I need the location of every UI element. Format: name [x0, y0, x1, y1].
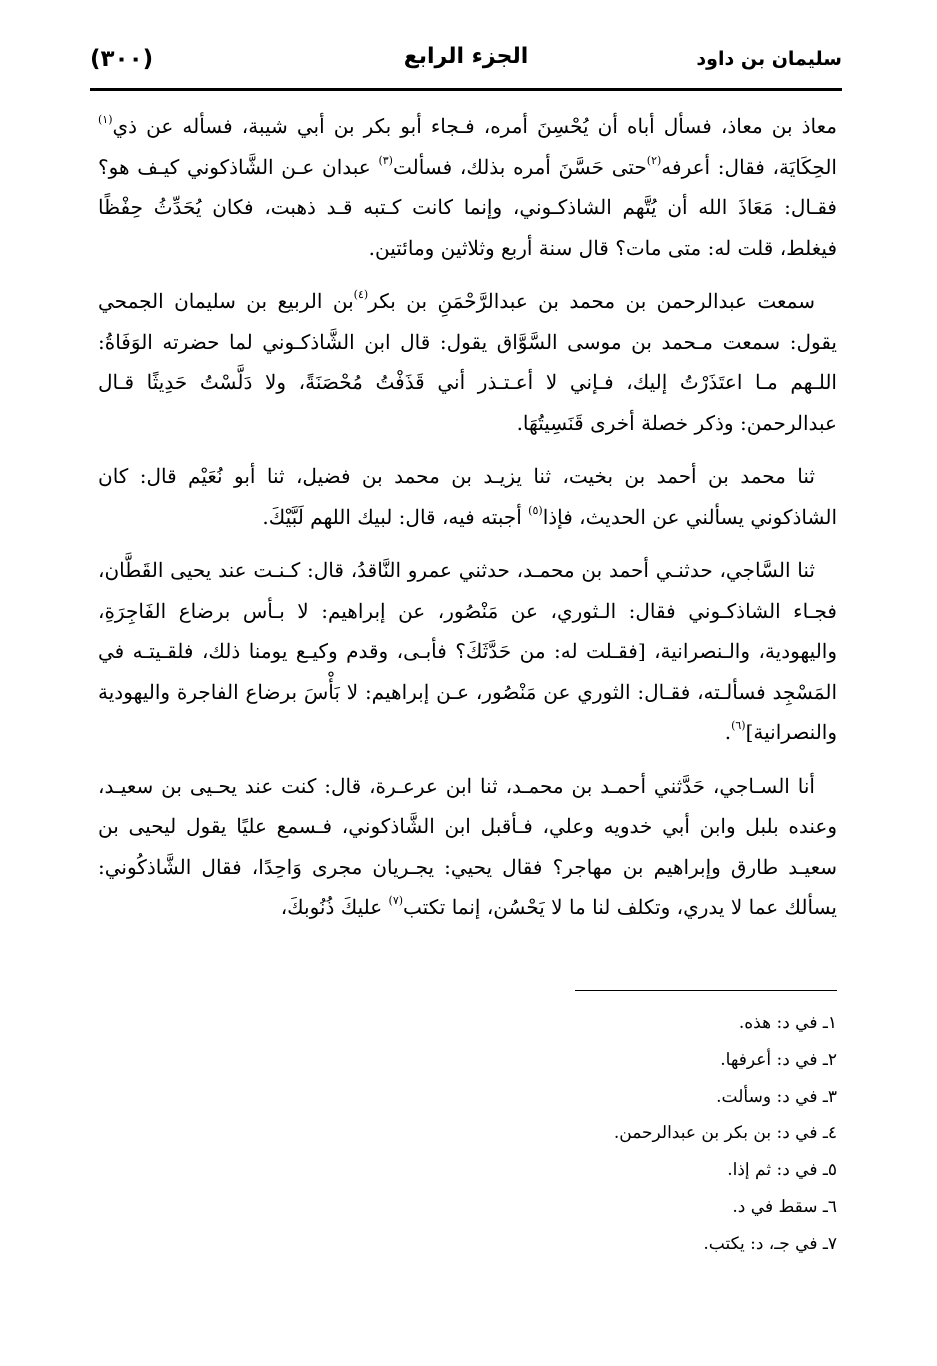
- text-run: أجبته فيه، قال: لبيك اللهم لَبَّيْكَ.: [262, 504, 529, 529]
- running-header: [90, 40, 842, 84]
- footnote-marker: (٧): [388, 894, 404, 907]
- paragraph: [98, 766, 837, 928]
- author-name: سليمان بن داود: [696, 48, 842, 70]
- part-title: الجزء الرابع: [403, 44, 529, 69]
- footnote-marker: (١): [98, 113, 113, 126]
- footnote: ٣ـ في د: وسألت.: [716, 1086, 837, 1107]
- text-run: الحِكَايَة، فقال: أعرفه: [661, 154, 837, 179]
- main-text: [98, 106, 837, 941]
- footnote: ٧ـ في جـ، د: يكتب.: [703, 1233, 837, 1254]
- header-rule: [90, 88, 842, 91]
- footnote-marker: (٤): [353, 288, 369, 301]
- footnote-marker: (٦): [731, 719, 746, 732]
- footnote-marker: (٣): [378, 153, 393, 167]
- text-run: عبدان عـن الشَّاذكوني كيـف هو؟ فقـال: مَعَاذَ الله أن يُتَّهم الشاذكـوني، وإنما كانت كـتبه قـد ذهبت، فكان يُحَدِّثُ حِفْظًا فيغلط، قلت له: متى مات؟ قال سنة أربع وثلاثين ومائتين.: [98, 154, 837, 260]
- footnotes: [98, 1005, 837, 1263]
- text-run: بن الربيع بن سليمان الجمحي يقول: سمعت مـحمد بن موسى السَّوَّاق يقول: قال ابن الشَّاذكـوني لما حضرته الوَفَاةُ: اللـهم مـا اعتَذَرْتُ إليك، فـإني لا أعـتـذر أني قَذَفْتُ مُحْصَنَةً، ولا دَلَّسْتُ حَدِيثًا قـال عبدالرحمن: وذكر خصلة أخرى قَنَسِيتُهَا.: [98, 289, 837, 435]
- footnote: ١ـ في د: هذه.: [738, 1013, 837, 1033]
- footnote: ٤ـ في د: بن بكر بن عبدالرحمن.: [613, 1123, 837, 1144]
- footnote: ٦ـ سقط في د.: [732, 1196, 837, 1217]
- text-run: .: [724, 720, 732, 744]
- text-run: سمعت عبدالرحمن بن محمد بن عبدالرَّحْمَنِ بن بكر: [368, 289, 816, 313]
- text-run: عليكَ ذُنُوبكَ،: [280, 895, 389, 919]
- text-run: ثنا السَّاجي، حدثنـي أحمد بن محمـد، حدثني عمرو النَّاقدُ، قال: كـنـت عند يحيى القَطَّان، فجـاء الشاذكـوني فقال: الـثوري، عن مَنْصُور، عن إبراهيم: لا بـأس برضاع الفَاجِرَةِ، واليهودية، والـنصرانية، [فقـلت له: من حَدَّثَكَ؟ فأبـى، وقدم وكيـع يومنا ذلك، فلقـيتـه في المَسْجِد فسألـته، فقـال: الثوري عن مَنْصُور، عـن إبراهيم: لا بَأْسَ برضاع الفاجرة واليهودية والنصرانية]: [98, 558, 837, 744]
- footnote: ٢ـ في د: أعرفها.: [720, 1049, 837, 1070]
- paragraph: [98, 281, 837, 443]
- footnote: ٥ـ في د: ثم إذا.: [727, 1160, 837, 1181]
- paragraph: [98, 550, 837, 753]
- footnote-marker: (٥): [528, 503, 543, 517]
- text-run: ثنا محمد بن أحمد بن بخيت، ثنا يزيـد بن محمد بن فضيل، ثنا أبو نُعَيْم قال: كان الشاذكوني يسألني عن الحديث، فإذا: [98, 464, 837, 529]
- text-run: أنا السـاجي، حَدَّثني أحمـد بن محمـد، ثنا ابن عرعـرة، قال: كنت عند يحـيى بن سعيـد، وعنده بلبل وابن أبي خدويه وعلي، فـأقبل ابن الشَّاذكوني، فـسمع عليًا يقول ليحيى بن سعيـد طارق وإبراهيم بن مهاجر؟ فقال يحيي: يجـريان مجرى وَاحِدًا، فقال الشَّاذكُوني: يسألك عما لا يدري، وتكلف لنا ما لا يَحْسُن، إنما تكتب: [98, 773, 837, 919]
- paragraph: [98, 106, 837, 268]
- paragraph: [98, 456, 837, 537]
- footnote-rule: [575, 990, 837, 991]
- footnote-marker: (٢): [646, 153, 662, 167]
- text-run: معاذ بن معاذ، فسأل أباه أن يُحْسِنَ أمره، فـجاء أبو بكر بن أبي شيبة، فسأله عن ذي: [112, 114, 837, 138]
- text-run: حتى حَسَّنَ أمره بذلك، فسألت: [392, 154, 647, 179]
- page-number: (٣٠٠): [90, 46, 154, 72]
